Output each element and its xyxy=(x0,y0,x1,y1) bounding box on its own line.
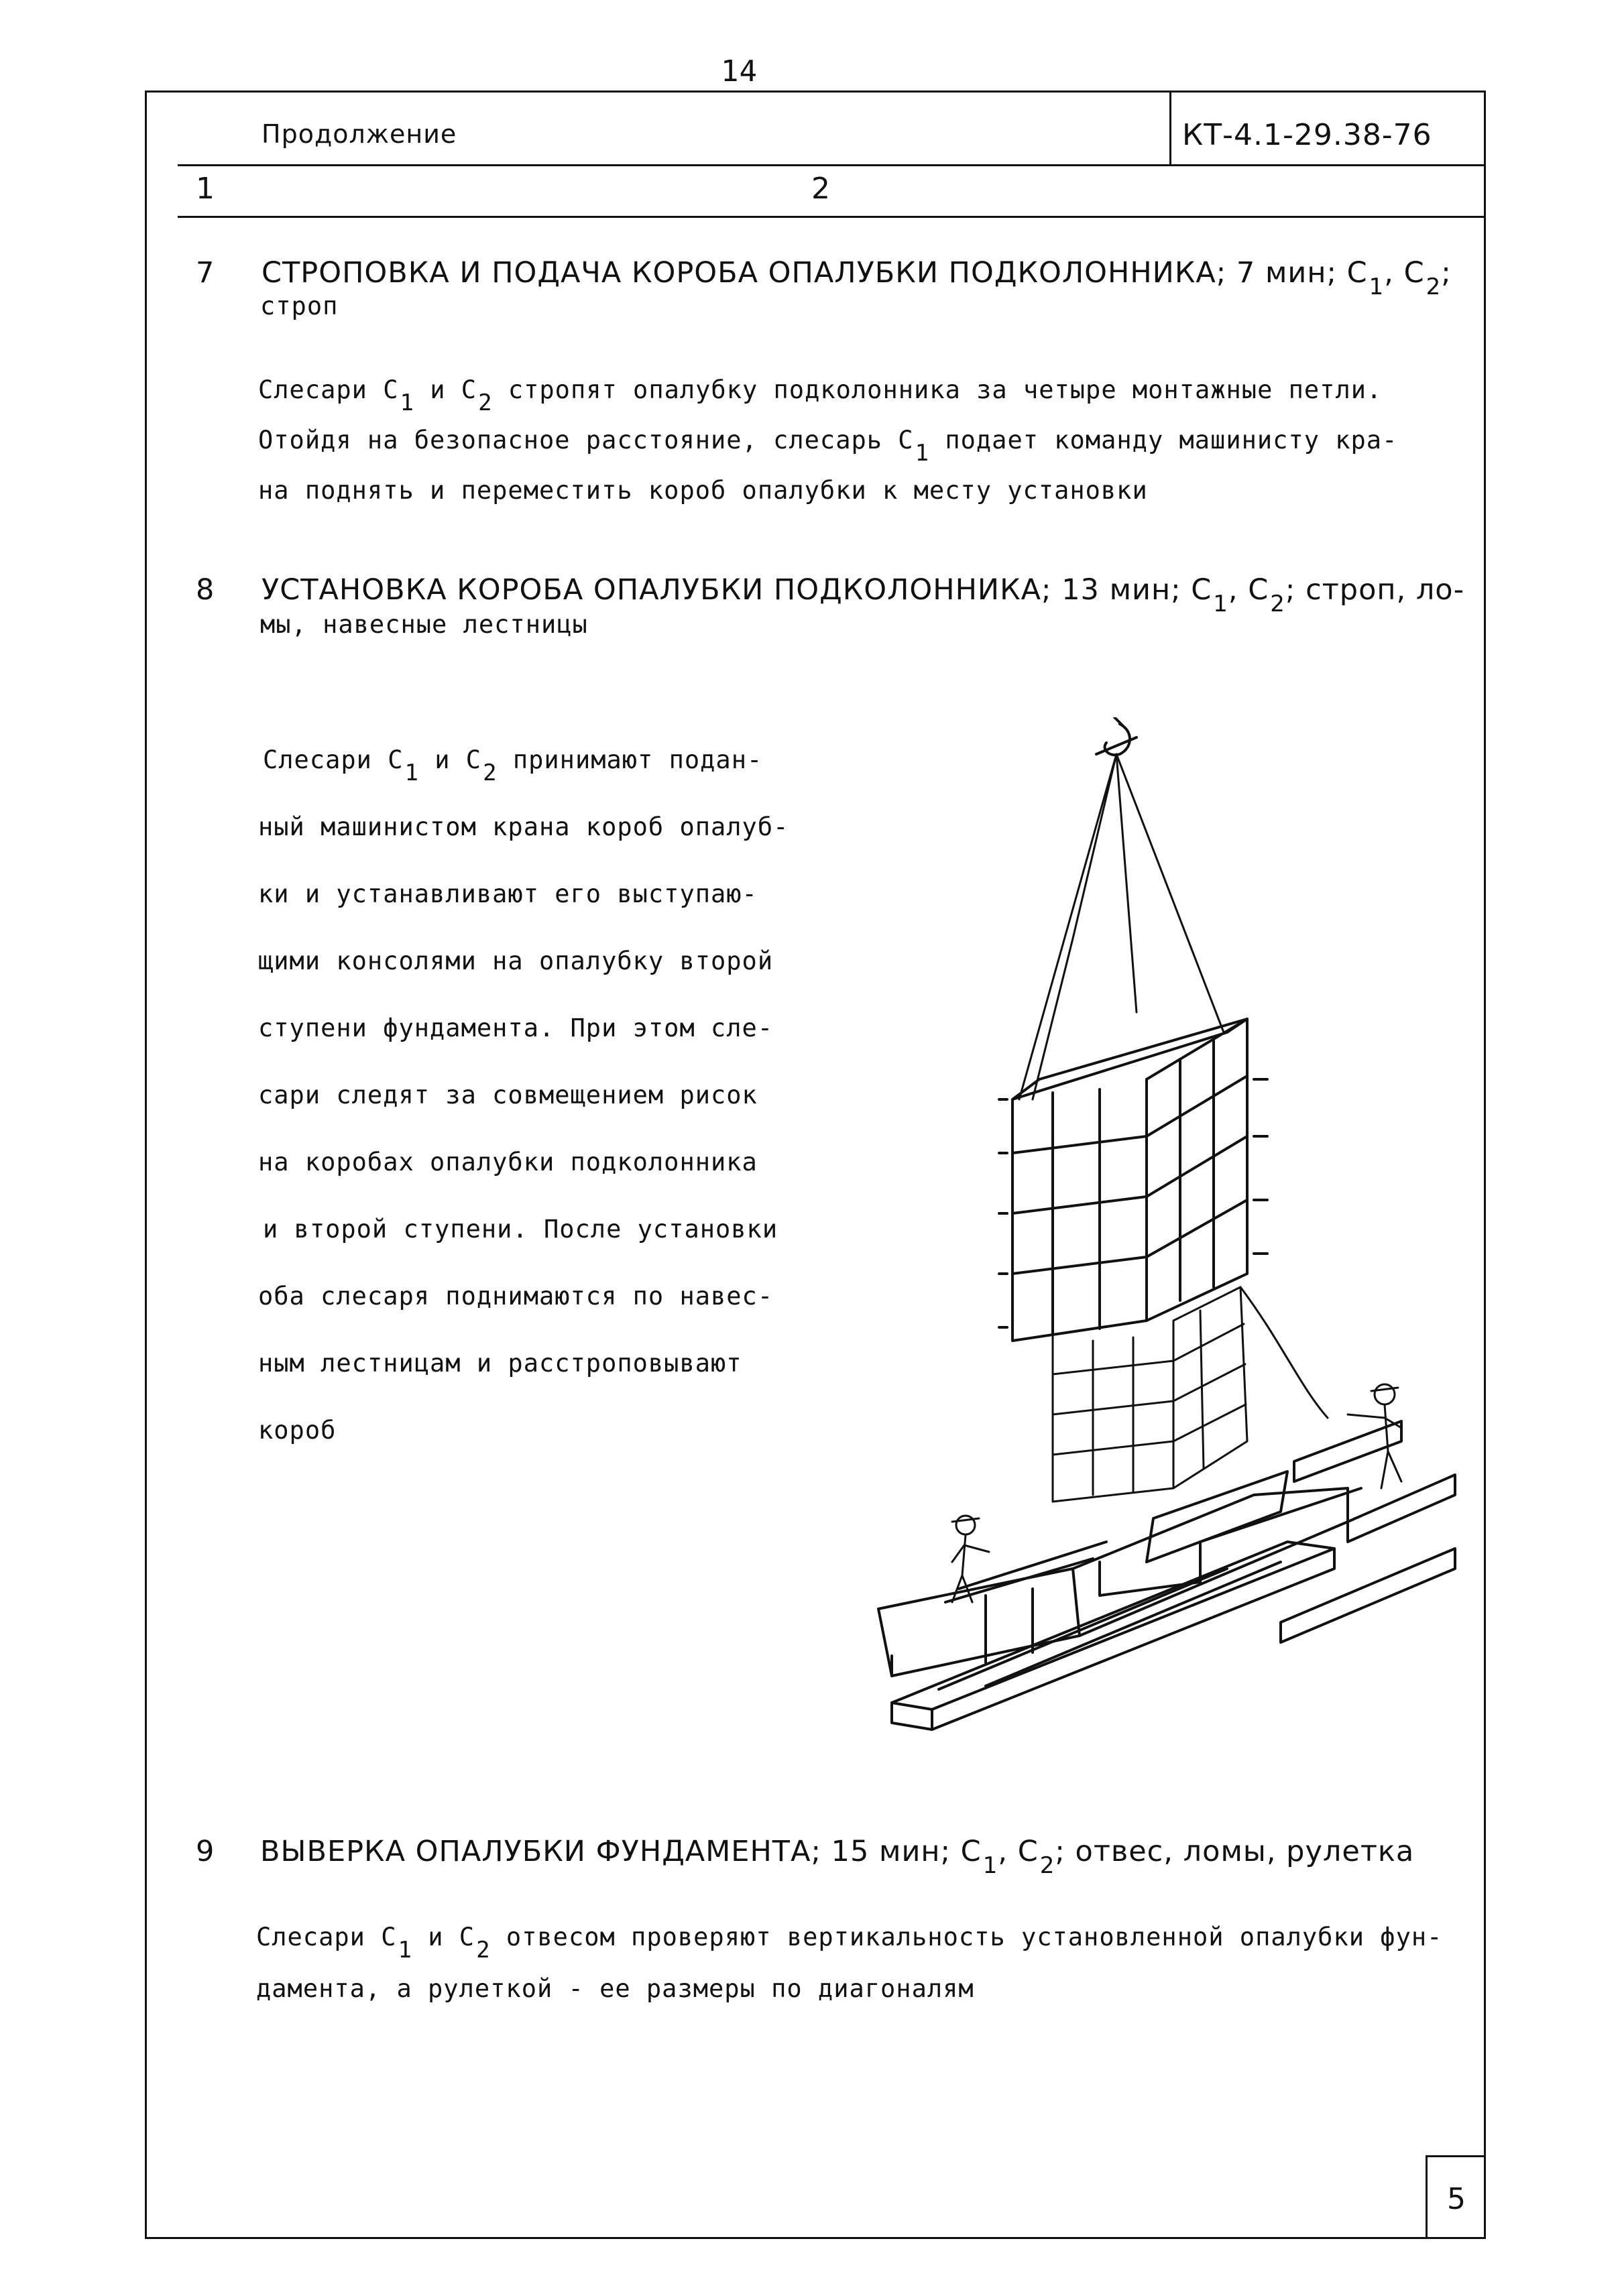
column-1-header: 1 xyxy=(196,172,215,206)
section-9-number: 9 xyxy=(196,1835,215,1868)
sheet-number: 5 xyxy=(1447,2182,1466,2216)
document-code: КТ-4.1-29.38-76 xyxy=(1182,118,1432,152)
section-8-body-line-7: на коробах опалубки подколонника xyxy=(258,1148,758,1176)
header-divider xyxy=(178,164,1486,166)
crane-hook-icon xyxy=(1096,717,1137,755)
section-9-body-line-1: Слесари С1 и С2 отвесом проверяют вертикальность установленной опалубки фун- xyxy=(256,1923,1443,1963)
section-8-number: 8 xyxy=(196,573,215,607)
section-9-title: ВЫВЕРКА ОПАЛУБКИ ФУНДАМЕНТА; 15 мин; $С_1$, $С_2$; отвес, ломы, рулетка xyxy=(260,1835,1415,1879)
section-8-body-line-8: и второй ступени. После установки xyxy=(263,1215,778,1244)
worker-right-icon xyxy=(1348,1384,1401,1488)
base-formwork xyxy=(878,1421,1455,1730)
section-8-body-line-9: оба слесаря поднимаются по навес- xyxy=(258,1282,774,1311)
section-7-body-line-1: Слесари С1 и С2 стропят опалубку подколонника за четыре монтажные петли. xyxy=(258,375,1383,416)
continuation-label: Продолжение xyxy=(262,119,457,149)
section-8-body-line-5: ступени фундамента. При этом сле- xyxy=(258,1014,774,1042)
section-8-title: УСТАНОВКА КОРОБА ОПАЛУБКИ ПОДКОЛОННИКА; 13 мин; $С_1$, $С_2$; строп, ло- xyxy=(262,573,1465,617)
section-8-body-line-6: сари следят за совмещением рисок xyxy=(258,1081,758,1109)
section-8-body-line-2: ный машинистом крана короб опалуб- xyxy=(258,812,789,841)
code-box-divider xyxy=(1169,90,1171,166)
upper-formwork-box xyxy=(999,1019,1267,1341)
section-8-body-line-4: щими консолями на опалубку второй xyxy=(258,947,774,975)
section-8-body-line-10: ным лестницам и расстроповывают xyxy=(258,1349,742,1378)
section-7-number: 7 xyxy=(196,256,215,290)
section-7-title: СТРОПОВКА И ПОДАЧА КОРОБА ОПАЛУБКИ ПОДКОЛОННИКА; 7 мин; $С_1$, $С_2$; xyxy=(262,256,1452,300)
section-7-body-line-2: Отойдя на безопасное расстояние, слесарь С1 подает команду машинисту кра- xyxy=(258,426,1398,467)
section-7-title-line2: строп xyxy=(260,292,339,320)
section-8-body-line-11: короб xyxy=(258,1416,337,1445)
column-header-divider xyxy=(178,216,1486,218)
section-9-body-line-2: дамента, а рулеткой - ее размеры по диагоналям xyxy=(256,1974,974,2003)
formwork-installation-illustration xyxy=(852,717,1475,1736)
page-number: 14 xyxy=(721,54,758,88)
section-7-body-line-3: на поднять и переместить короб опалубки к месту установки xyxy=(258,476,1148,505)
column-2-header: 2 xyxy=(811,172,831,206)
section-8-title-line2: мы, навесные лестницы xyxy=(260,610,588,639)
section-8-body-line-3: ки и устанавливают его выступаю- xyxy=(258,880,758,908)
section-8-body-line-1: Слесари С1 и С2 принимают подан- xyxy=(263,745,763,786)
